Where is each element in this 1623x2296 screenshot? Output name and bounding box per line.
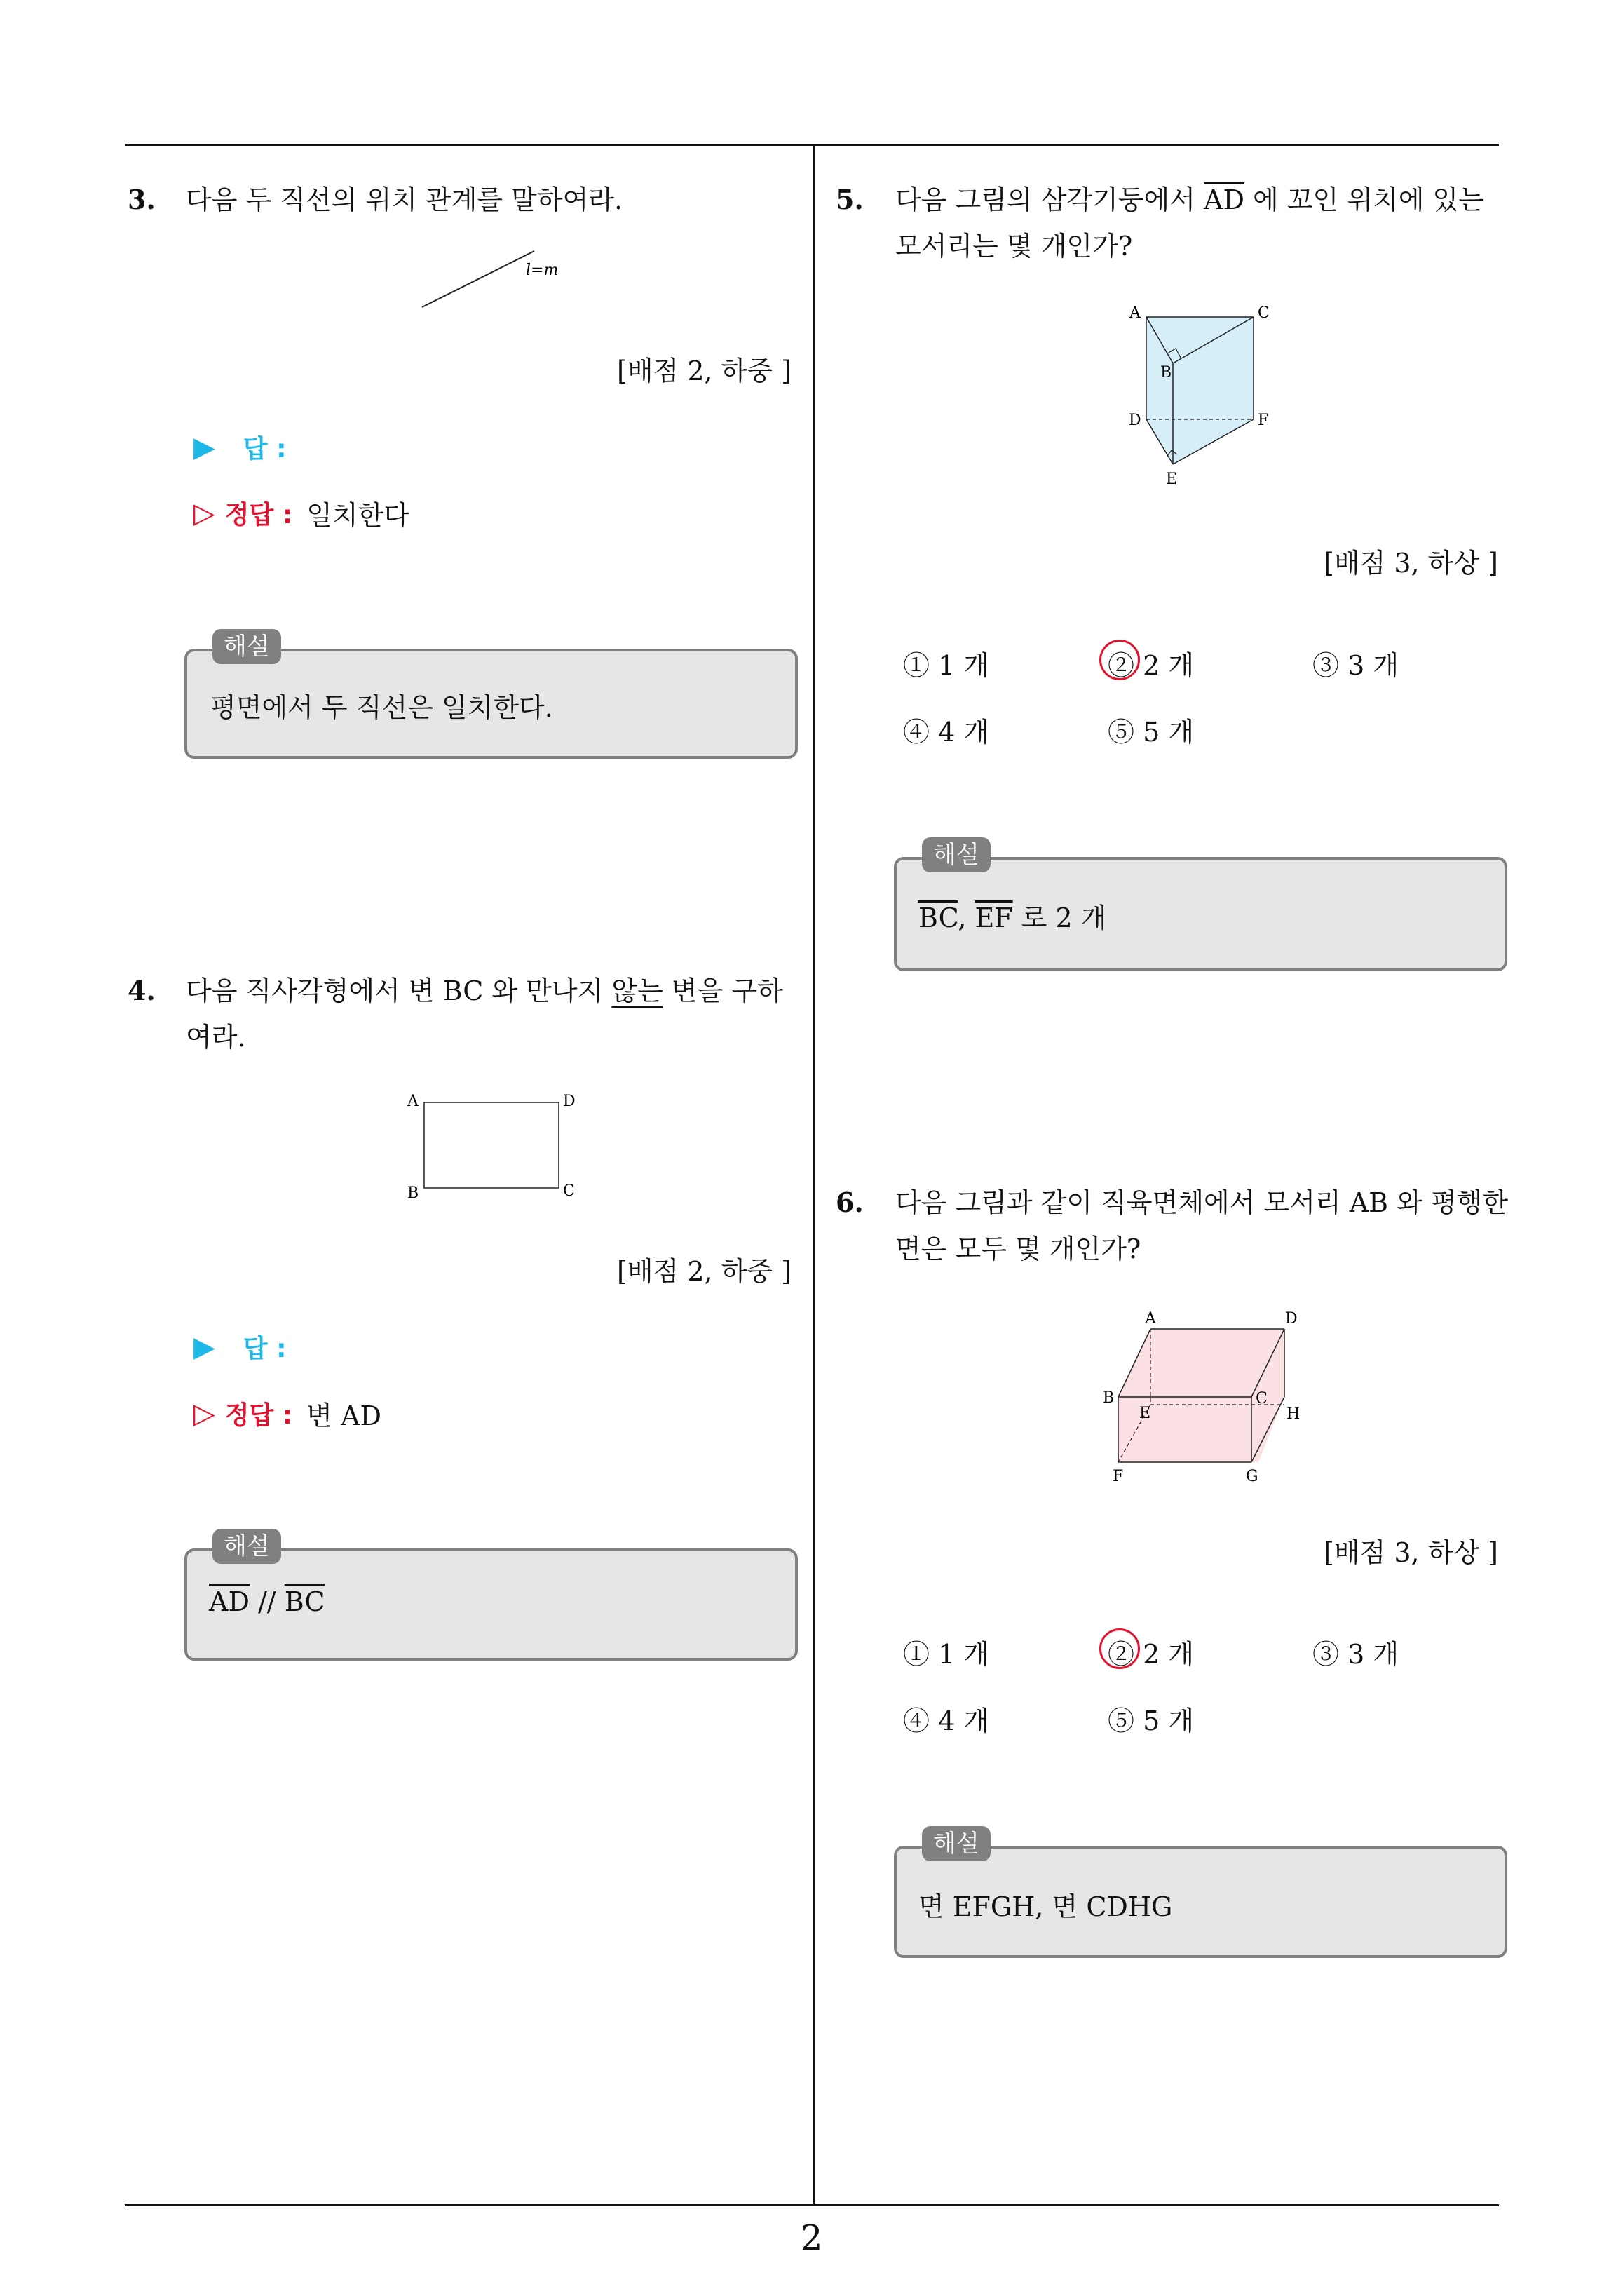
- vertex-label-c: C: [1256, 1390, 1268, 1407]
- triangle-outline-icon: ▷: [193, 1397, 215, 1430]
- choice-5[interactable]: ⑤ 5 개: [1108, 1706, 1195, 1736]
- vertex-label-e: E: [1139, 1405, 1151, 1422]
- separator: ,: [958, 903, 975, 933]
- solution-text: [918, 896, 1106, 935]
- bottom-rule: [125, 2204, 1499, 2206]
- question-text: 다음 그림과 같이 직육면체에서 모서리 AB 와 평행한: [895, 1187, 1509, 1218]
- top-rule: [125, 144, 1499, 146]
- triangular-prism-figure: [1118, 302, 1286, 498]
- solution-tag: 해설: [212, 629, 281, 664]
- solution-text: [209, 1586, 325, 1617]
- line-label: l=m: [526, 262, 559, 279]
- choice-5[interactable]: ⑤ 5 개: [1108, 717, 1195, 748]
- triangle-outline-icon: ▷: [193, 497, 215, 529]
- question-number: 6.: [836, 1187, 864, 1218]
- solution-tag: 해설: [212, 1529, 281, 1564]
- answer-label: 답 :: [243, 435, 287, 464]
- page-number: 2: [800, 2217, 823, 2258]
- question-text-line2: 면은 모두 몇 개인가?: [895, 1234, 1141, 1264]
- choice-2[interactable]: ② 2 개: [1108, 650, 1195, 681]
- vertex-label-e: E: [1166, 471, 1178, 488]
- vertex-label-b: B: [1160, 364, 1172, 381]
- answer-label: 답 :: [243, 1335, 287, 1363]
- vertex-label-d: D: [1285, 1310, 1298, 1328]
- prism-fill: [1146, 317, 1254, 464]
- vertex-label-d: D: [1129, 412, 1141, 429]
- question-text-underlined: 않는: [611, 975, 663, 1006]
- vertex-label-d: D: [563, 1093, 576, 1110]
- vertex-label-c: C: [1258, 304, 1270, 322]
- vertex-label-a: A: [407, 1093, 419, 1110]
- vertex-label-f: F: [1258, 412, 1269, 429]
- question-text-part: 에 꼬인 위치에 있는: [1244, 184, 1484, 215]
- question-text-part: 다음 직사각형에서 변 BC 와 만나지: [186, 975, 612, 1006]
- question-text: 다음 두 직선의 위치 관계를 말하여라.: [186, 184, 623, 215]
- vertex-label-b: B: [407, 1184, 419, 1202]
- parallel-symbol: //: [249, 1586, 285, 1617]
- score: [배점 2, 하중 ]: [617, 1256, 792, 1287]
- choice-3[interactable]: ③ 3 개: [1312, 1639, 1399, 1670]
- correct-answer-label: 정답 :: [224, 1401, 293, 1430]
- question-number: 4.: [128, 975, 156, 1006]
- correct-answer-row: [193, 1394, 381, 1433]
- solution-text: 면 EFGH, 면 CDHG: [918, 1891, 1173, 1922]
- choice-1[interactable]: ① 1 개: [903, 650, 990, 681]
- segment-bc: $\overline{BC}$: [918, 903, 958, 933]
- choice-3[interactable]: ③ 3 개: [1312, 650, 1399, 681]
- segment-ad: $\overline{AD}$: [209, 1586, 250, 1617]
- solution-tag: 해설: [922, 837, 991, 872]
- triangle-fill-icon: ▶: [193, 431, 215, 464]
- vertex-label-c: C: [563, 1182, 575, 1200]
- vertex-label-f: F: [1113, 1468, 1124, 1485]
- solution-tag: 해설: [922, 1826, 991, 1861]
- correct-answer-value: 일치한다: [306, 500, 410, 531]
- solution-text: 평면에서 두 직선은 일치한다.: [210, 692, 553, 723]
- vertex-label-b: B: [1103, 1389, 1115, 1407]
- triangle-fill-icon: ▶: [193, 1330, 215, 1363]
- question-text: [895, 177, 1484, 223]
- answer-row: [193, 429, 286, 465]
- vertex-label-a: A: [1129, 304, 1141, 322]
- solution-tail: 로 2 개: [1012, 903, 1107, 933]
- score: [배점 3, 하상 ]: [1324, 548, 1498, 579]
- cuboid-figure: [1097, 1301, 1308, 1490]
- score: [배점 2, 하중 ]: [617, 356, 792, 386]
- question-text-line2: 모서리는 몇 개인가?: [895, 231, 1133, 262]
- choice-4[interactable]: ④ 4 개: [903, 1706, 990, 1736]
- question-text: [186, 968, 783, 1014]
- answer-row: [193, 1329, 286, 1365]
- choice-1[interactable]: ① 1 개: [903, 1639, 990, 1670]
- line-figure: [414, 245, 575, 316]
- question-text-part: 다음 그림의 삼각기둥에서: [895, 184, 1204, 215]
- segment-ad: $\overline{AD}$: [1204, 184, 1244, 215]
- correct-answer-label: 정답 :: [224, 501, 293, 529]
- vertex-label-a: A: [1145, 1310, 1156, 1328]
- vertex-label-h: H: [1286, 1405, 1301, 1423]
- question-text-part: 변을 구하: [663, 975, 783, 1006]
- rectangle-figure: [403, 1090, 585, 1210]
- correct-answer-row: [193, 494, 409, 532]
- question-text-line2: 여라.: [186, 1022, 246, 1053]
- vertex-label-g: G: [1246, 1468, 1258, 1485]
- choice-4[interactable]: ④ 4 개: [903, 717, 990, 748]
- line-lm: [422, 251, 534, 307]
- column-divider: [813, 144, 815, 2206]
- score: [배점 3, 하상 ]: [1324, 1537, 1498, 1568]
- question-number: 3.: [128, 184, 156, 215]
- choice-2[interactable]: ② 2 개: [1108, 1639, 1195, 1670]
- rectangle-abcd: [424, 1102, 559, 1188]
- segment-ef: $\overline{EF}$: [975, 903, 1013, 933]
- segment-bc: $\overline{BC}$: [284, 1586, 325, 1617]
- question-number: 5.: [836, 184, 864, 215]
- correct-answer-value: 변 AD: [306, 1400, 381, 1431]
